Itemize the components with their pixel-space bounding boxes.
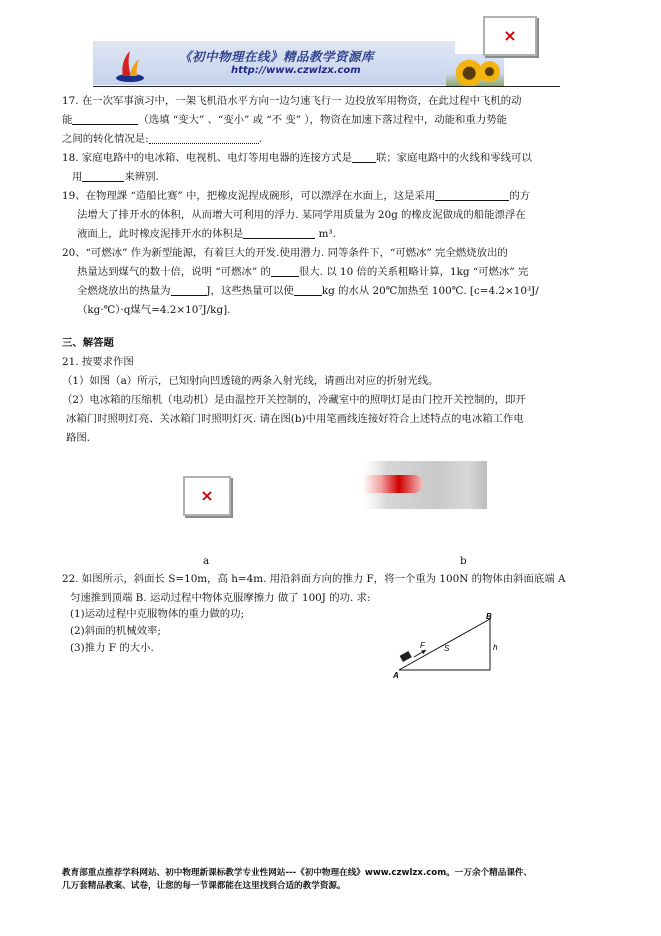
q21-line2: （1）如图（a）所示，已知射向凹透镜的两条入射光线，请画出对应的折射光线。 (62, 375, 439, 387)
q20-blank-2[interactable] (171, 283, 207, 296)
block-on-incline (400, 651, 412, 662)
figure-a-broken-image (183, 476, 231, 516)
q17-text: 能 (62, 114, 73, 126)
q21-line1: 21. 按要求作图 (62, 356, 134, 368)
q20-text: kg 的水从 20℃加热至 100℃. [c=4.2×10³J/ (321, 285, 539, 297)
section-title: 三、解答题 (62, 337, 114, 349)
q18-text: 来辨别. (124, 171, 159, 183)
figure-b-label: b (460, 555, 467, 567)
label-B: B (486, 612, 492, 621)
label-F: F (420, 641, 425, 650)
figure-b-image (363, 461, 487, 509)
q18-blank-2[interactable] (82, 169, 124, 182)
q21-line5: 路图. (66, 432, 91, 444)
header-banner (93, 41, 455, 85)
q22-item-3: (3)推力 F 的大小. (70, 642, 154, 654)
footer-line-2: 几万套精品教案、试卷，让您的每一节课都能在这里找到合适的教学资源。 (62, 881, 346, 891)
q18-line2 (72, 168, 159, 187)
q20-line1: 20、“可燃冰” 作为新型能源，有着巨大的开发.使用潜力. 同等条件下，“可燃冰” 完全燃烧放出的 (62, 247, 508, 259)
footer-line-1: 教育部重点推荐学科网站、初中物理新课标教学专业性网站---《初中物理在线》www.czwlzx.com。一万余个精品课件、 (62, 868, 533, 878)
broken-image-icon: × (197, 488, 217, 504)
q20-text: 全燃烧放出的热量为 (77, 285, 171, 297)
q19-line3 (77, 225, 336, 244)
q20-line4: （kg·℃）·q煤气=4.2×10⁷J/kg]. (77, 304, 231, 316)
q17-blank-2[interactable] (149, 131, 259, 144)
banner-url: http://www.czwlzx.com (231, 65, 361, 76)
q17-line3 (62, 130, 262, 149)
q19-text: m³. (318, 228, 336, 240)
page-footer (62, 867, 532, 893)
q17-text: 之间的转化情况是: (62, 133, 149, 145)
sunflower-image (446, 54, 504, 86)
label-h: h (493, 643, 498, 652)
q22-line1: 22. 如图所示，斜面长 S=10m，高 h=4m. 用沿斜面方向的推力 F，将一个重为 100N 的物体由斜面底端 A (62, 573, 566, 585)
q17-line2 (62, 111, 507, 130)
label-S: S (444, 644, 450, 653)
label-A: A (393, 671, 399, 680)
q22-item-1: (1)运动过程中克服物体的重力做的功; (70, 608, 245, 620)
incline-diagram (390, 612, 502, 680)
q19-text: 的方 (509, 190, 531, 202)
q17-blank-1[interactable] (72, 112, 138, 125)
q19-text: 液面上，此时橡皮泥排开水的体积是 (77, 228, 244, 240)
q20-blank-1[interactable] (271, 264, 299, 277)
q20-line2 (77, 263, 528, 282)
q17-text: （选填 “变大” 、“变小” 或 “不 变” ），物资在加速下落过程中，动能和重力势能 (138, 114, 507, 126)
figure-a-label: a (203, 555, 210, 567)
q19-line2: 法增大了排开水的体积，从而增大可利用的浮力. 某同学用质量为 20g 的橡皮泥做成的船能漂浮在 (77, 209, 526, 221)
q22-item-2: (2)斜面的机械效率; (70, 625, 161, 637)
q20-blank-3[interactable] (294, 283, 322, 296)
q18-blank-1[interactable] (352, 150, 376, 163)
q17-line1: 17. 在一次军事演习中，一架飞机沿水平方向一边匀速飞行一 边投放军用物资，在此过程中飞机的动 (62, 95, 522, 107)
q19-line1 (62, 187, 530, 206)
q19-blank-1[interactable] (435, 188, 509, 201)
q19-text: 19、在物理課 “造船比赛” 中，把橡皮泥捏成碗形，可以漂浮在水面上，这是采用 (62, 190, 436, 202)
q21-line4: 冰箱门时照明灯亮、关冰箱门时照明灯灭. 请在图(b)中用笔画线连接好符合上述特点的电冰箱工作电 (66, 413, 524, 425)
q22-line2: 匀速推到顶端 B. 运动过程中物体克服摩擦力 做了 100J 的功. 求: (70, 592, 371, 604)
q20-text: 热量达到煤气的数十倍，说明 “可燃冰” 的 (77, 266, 271, 278)
figure-b-red-bar (363, 475, 423, 493)
q18-line1 (62, 149, 532, 168)
q17-text: . (258, 133, 262, 145)
site-logo-icon (115, 49, 145, 83)
broken-image-icon: × (500, 28, 520, 44)
q18-text: 18. 家庭电路中的电冰箱、电视机、电灯等用电器的连接方式是 (62, 152, 352, 164)
header-divider (93, 86, 560, 87)
q18-text: 联；家庭电路中的火线和零线可以 (375, 152, 532, 164)
q20-text: J，这些热量可以使 (206, 285, 294, 297)
broken-image-top (483, 16, 537, 56)
q18-text: 用 (72, 171, 83, 183)
q20-line3 (77, 282, 539, 301)
q20-text: 很大. 以 10 倍的关系粗略计算，1kg “可燃冰” 完 (298, 266, 529, 278)
banner-title: 《初中物理在线》精品教学资源库 (179, 49, 375, 64)
q21-line3: （2）电冰箱的压缩机（电动机）是由温控开关控制的，冷藏室中的照明灯是由门控开关控制的，即开 (62, 394, 526, 406)
q19-blank-2[interactable] (243, 226, 315, 239)
